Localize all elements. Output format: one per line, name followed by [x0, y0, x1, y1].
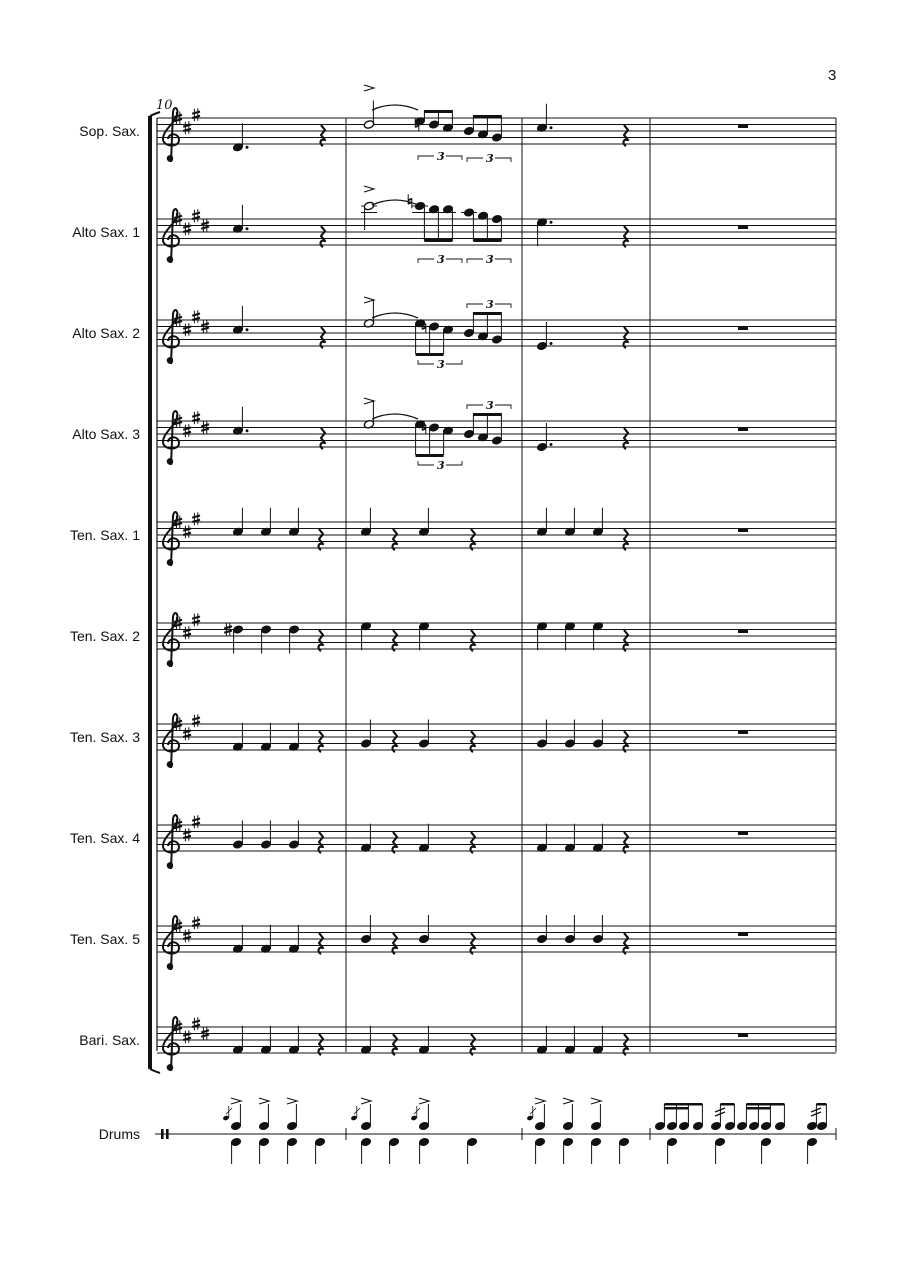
sharp-bar: [174, 1024, 182, 1026]
quarter-rest: [471, 731, 475, 752]
quarter-rest: [393, 832, 397, 853]
whole-rest: [738, 428, 748, 432]
sharp-bar: [201, 227, 209, 229]
sharp: [183, 828, 191, 841]
tuplet-bracket: [418, 253, 462, 266]
sharp-bar: [174, 923, 182, 925]
quarter-rest: [624, 731, 628, 752]
quarter-rest: [319, 832, 323, 853]
natural-bar: [415, 126, 419, 128]
beam: [746, 1107, 770, 1110]
natural-bar: [408, 202, 412, 204]
whole-rest: [738, 327, 748, 331]
instrument-label: Ten. Sax. 1: [69, 527, 140, 543]
sharp-bar: [201, 1035, 209, 1037]
quarter-rest: [624, 933, 628, 954]
dot: [550, 342, 553, 345]
sharp-bar: [174, 721, 182, 723]
quarter-rest: [321, 226, 325, 247]
whole-rest: [738, 529, 748, 533]
quarter-rest: [319, 933, 323, 954]
instrument-label: Alto Sax. 1: [72, 224, 140, 240]
instrument-label: Ten. Sax. 5: [69, 931, 140, 947]
sharp-bar: [174, 115, 182, 117]
accent: [287, 1098, 297, 1104]
quarter-rest: [624, 327, 628, 348]
beam: [664, 1107, 688, 1110]
tuplet-number: 3: [437, 459, 445, 472]
sharp-bar: [192, 617, 200, 619]
beam: [424, 239, 452, 242]
tuplet-bracket: [418, 358, 462, 371]
sharp-bar: [192, 314, 200, 316]
instrument-label: Drums: [98, 1126, 140, 1142]
quarter-rest: [319, 529, 323, 550]
percussion-clef: [161, 1129, 164, 1139]
whole-rest: [738, 630, 748, 634]
sharp-bar: [192, 819, 200, 821]
sharp-bar: [192, 112, 200, 114]
quarter-rest: [624, 1034, 628, 1055]
natural-bar: [422, 328, 426, 330]
sharp: [183, 626, 191, 639]
quarter-rest: [393, 731, 397, 752]
sharp: [183, 424, 191, 437]
natural-bar: [408, 199, 412, 201]
quarter-rest: [471, 832, 475, 853]
tuplet-bracket: [467, 253, 511, 266]
sharp: [192, 209, 200, 222]
accent: [364, 186, 374, 192]
quarter-rest: [471, 630, 475, 651]
instrument-label: Alto Sax. 2: [72, 325, 140, 341]
beam: [424, 110, 452, 113]
beam: [816, 1103, 826, 1106]
tuplet-number: 3: [437, 253, 445, 266]
sharp-bar: [192, 1021, 200, 1023]
beam: [473, 413, 501, 416]
accent: [231, 1098, 241, 1104]
dot: [246, 146, 249, 149]
accent: [361, 1098, 371, 1104]
sharp: [192, 512, 200, 525]
page-number: 3: [828, 67, 837, 84]
instrument-label: Ten. Sax. 3: [69, 729, 140, 745]
beam: [720, 1103, 734, 1106]
tuplet-number: 3: [486, 253, 494, 266]
quarter-rest: [393, 529, 397, 550]
sharp-bar: [174, 317, 182, 319]
sharp: [183, 727, 191, 740]
sharp-bar: [201, 424, 209, 426]
accent: [419, 1098, 429, 1104]
accent: [563, 1098, 573, 1104]
quarter-rest: [393, 1034, 397, 1055]
sharp-bar: [201, 328, 209, 330]
accent: [364, 398, 374, 404]
sharp: [192, 815, 200, 828]
tuplet-number: 3: [486, 152, 494, 165]
dot: [246, 429, 249, 432]
beam: [473, 312, 501, 315]
measure-number: 10: [156, 98, 173, 113]
sharp: [183, 929, 191, 942]
beam: [473, 115, 501, 118]
tuplet-bracket: [418, 459, 462, 472]
beam: [473, 239, 501, 242]
sharp-bar: [192, 213, 200, 215]
sharp: [192, 1017, 200, 1030]
bracket-bottom: [150, 1069, 160, 1073]
quarter-rest: [319, 731, 323, 752]
sharp-bar: [192, 920, 200, 922]
instrument-labels: [70, 123, 140, 1142]
dot: [550, 443, 553, 446]
sharp-bar: [192, 718, 200, 720]
sharp: [183, 1030, 191, 1043]
sharp-bar: [201, 1030, 209, 1032]
tie: [372, 105, 418, 110]
quarter-rest: [393, 933, 397, 954]
quarter-rest: [624, 125, 628, 146]
tuplet-number: 3: [486, 298, 494, 311]
instrument-label: Alto Sax. 3: [72, 426, 140, 442]
tuplet-bracket: [418, 150, 462, 163]
beam: [746, 1103, 784, 1106]
tuplet-number: 3: [437, 358, 445, 371]
accent: [535, 1098, 545, 1104]
whole-rest: [738, 125, 748, 129]
sharp-bar: [174, 418, 182, 420]
whole-rest: [738, 933, 748, 937]
tie: [372, 414, 418, 419]
tuplet-number: 3: [437, 150, 445, 163]
beam: [664, 1103, 702, 1106]
sharp: [183, 121, 191, 134]
tuplet-number: 3: [486, 399, 494, 412]
beam: [416, 353, 444, 356]
sharp: [183, 222, 191, 235]
instrument-label: Sop. Sax.: [79, 123, 140, 139]
sharp-bar: [174, 620, 182, 622]
dot: [550, 126, 553, 129]
tuplet-bracket: [467, 399, 511, 412]
natural-bar: [422, 429, 426, 431]
sharp: [192, 613, 200, 626]
sharp-bar: [174, 216, 182, 218]
quarter-rest: [471, 529, 475, 550]
music-notation: [150, 85, 836, 1164]
bracket-top: [150, 112, 160, 116]
accent: [259, 1098, 269, 1104]
tuplet-bracket: [467, 152, 511, 165]
quarter-rest: [624, 428, 628, 449]
sharp-bar: [174, 822, 182, 824]
quarter-rest: [321, 125, 325, 146]
instrument-label: Ten. Sax. 2: [69, 628, 140, 644]
quarter-rest: [321, 327, 325, 348]
quarter-rest: [624, 630, 628, 651]
quarter-rest: [393, 630, 397, 651]
whole-rest: [738, 1034, 748, 1038]
sharp-bar: [201, 429, 209, 431]
instrument-label: Bari. Sax.: [79, 1032, 140, 1048]
sharp: [192, 916, 200, 929]
sharp-bar: [192, 516, 200, 518]
sharp: [192, 310, 200, 323]
quarter-rest: [624, 529, 628, 550]
sharp: [192, 108, 200, 121]
sharp-bar: [174, 519, 182, 521]
quarter-rest: [319, 630, 323, 651]
percussion-clef: [166, 1129, 169, 1139]
sharp-bar: [192, 415, 200, 417]
dot: [550, 221, 553, 224]
whole-rest: [738, 832, 748, 836]
tuplet-bracket: [467, 298, 511, 311]
sharp: [192, 714, 200, 727]
quarter-rest: [319, 1034, 323, 1055]
accent: [364, 85, 374, 91]
accent: [591, 1098, 601, 1104]
sharp-bar: [201, 222, 209, 224]
quarter-rest: [321, 428, 325, 449]
whole-rest: [738, 731, 748, 735]
accent: [364, 297, 374, 303]
sharp: [183, 525, 191, 538]
sharp-bar: [224, 626, 232, 628]
whole-rest: [738, 226, 748, 230]
quarter-rest: [471, 933, 475, 954]
tie: [372, 313, 418, 318]
beam: [416, 454, 444, 457]
quarter-rest: [624, 226, 628, 247]
dot: [246, 227, 249, 230]
quarter-rest: [471, 1034, 475, 1055]
sharp-bar: [201, 323, 209, 325]
quarter-rest: [624, 832, 628, 853]
instrument-label: Ten. Sax. 4: [69, 830, 140, 846]
sharp: [192, 411, 200, 424]
sharp: [183, 323, 191, 336]
sharp-bar: [224, 631, 232, 633]
dot: [246, 328, 249, 331]
